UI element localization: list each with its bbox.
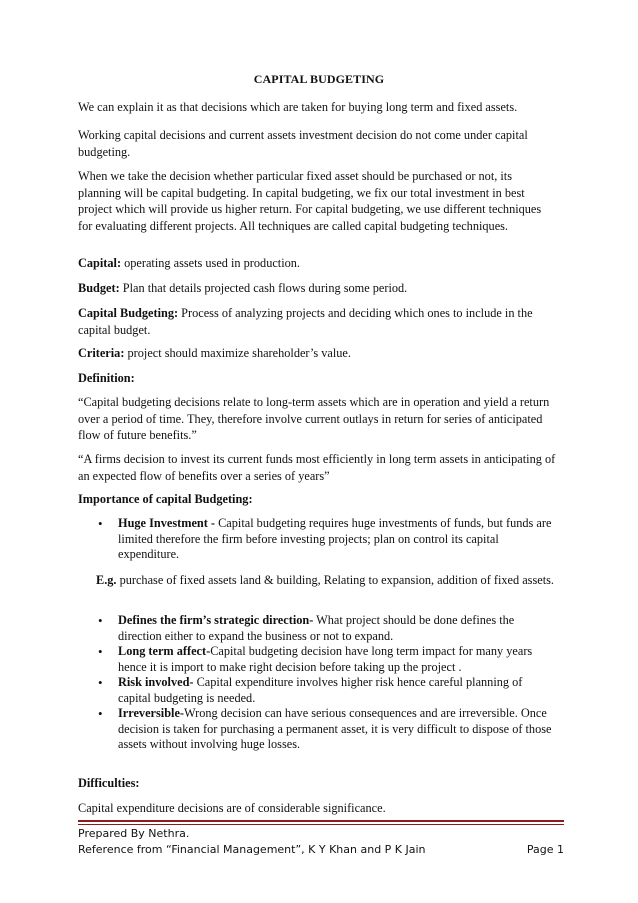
- example-term: E.g.: [96, 573, 117, 587]
- long-term-affect-term: Long term affect-: [118, 644, 211, 658]
- footer-prepared: Prepared By Nethra.: [78, 827, 190, 840]
- example-paragraph: [96, 572, 558, 589]
- importance-heading: Importance of capital Budgeting:: [78, 492, 253, 506]
- list-item: [96, 644, 558, 675]
- capital-text: operating assets used in production.: [121, 256, 301, 270]
- irreversible-text: Wrong decision can have serious consequences and are irreversible. Once decision is taken for purchasing a permanent asset, it is very difficult to dispose of those assets without involving huge losses.: [118, 706, 552, 751]
- capital-definition: [78, 255, 558, 272]
- risk-involved-text: Capital expenditure involves higher risk hence careful planning of capital budgeting is needed.: [118, 675, 523, 705]
- list-item: [96, 613, 558, 644]
- capital-budgeting-definition: [78, 305, 558, 338]
- huge-investment-text: Capital budgeting requires huge investments of funds, but funds are limited therefore the firm before investing projects; plan on control its capital expenditure.: [118, 516, 552, 561]
- page-number: Page 1: [526, 843, 564, 856]
- difficulties-paragraph: Capital expenditure decisions are of considerable significance.: [78, 801, 386, 815]
- decision-paragraph: When we take the decision whether particular fixed asset should be purchased or not, its planning will be capital budgeting. In capital budgeting, we fix our total investment in best project which will provide us higher return. For capital budgeting, we use different techniques for evaluating different projects. All techniques are called capital budgeting techniques.: [78, 169, 542, 233]
- footer-rule-thin: [78, 824, 564, 825]
- capital-budgeting-text: Process of analyzing projects and deciding which ones to include in the capital budget.: [78, 306, 533, 337]
- working-capital-paragraph: Working capital decisions and current assets investment decision do not come under capital budgeting.: [78, 128, 528, 159]
- criteria-text: project should maximize shareholder’s value.: [124, 346, 351, 360]
- capital-term: Capital:: [78, 256, 122, 270]
- criteria-term: Criteria:: [78, 346, 125, 360]
- definition-quote-2: “A firms decision to invest its current funds most efficiently in long term assets in anticipating of an expected flow of benefits over a series of years”: [78, 452, 556, 483]
- huge-investment-term: Huge Investment -: [118, 516, 216, 530]
- definition-heading: Definition:: [78, 371, 135, 385]
- budget-term: Budget:: [78, 281, 120, 295]
- definition-quote-1: “Capital budgeting decisions relate to long-term assets which are in operation and yield a return over a period of time. They, therefore involve current outlays in return for series of anticipated flow of future benefits.”: [78, 395, 550, 442]
- risk-involved-term: Risk involved-: [118, 675, 194, 689]
- budget-text: Plan that details projected cash flows during some period.: [119, 281, 408, 295]
- criteria-definition: [78, 345, 558, 362]
- example-text: purchase of fixed assets land & building, Relating to expansion, addition of fixed assets.: [116, 573, 554, 587]
- importance-list-2: [96, 613, 558, 753]
- list-item: [96, 706, 558, 753]
- list-item: [96, 675, 558, 706]
- budget-definition: [78, 280, 558, 297]
- footer-reference-line: [78, 842, 564, 857]
- irreversible-term: Irreversible-: [118, 706, 185, 720]
- strategic-direction-term: Defines the firm’s strategic direction-: [118, 613, 314, 627]
- capital-budgeting-term: Capital Budgeting:: [78, 306, 179, 320]
- difficulties-heading: Difficulties:: [78, 776, 140, 790]
- footer-reference: Reference from “Financial Management”, K Y Khan and P K Jain: [78, 843, 426, 856]
- list-item: [96, 516, 558, 563]
- document-title: CAPITAL BUDGETING: [253, 72, 385, 86]
- importance-list-1: [96, 516, 558, 563]
- long-term-affect-text: Capital budgeting decision have long term impact for many years hence it is import to make right decision before taking up the project .: [118, 644, 533, 674]
- strategic-direction-text: What project should be done defines the direction either to expand the business or not to expand.: [118, 613, 515, 643]
- intro-paragraph: We can explain it as that decisions which are taken for buying long term and fixed assets.: [78, 100, 518, 114]
- footer-rule: [78, 820, 564, 822]
